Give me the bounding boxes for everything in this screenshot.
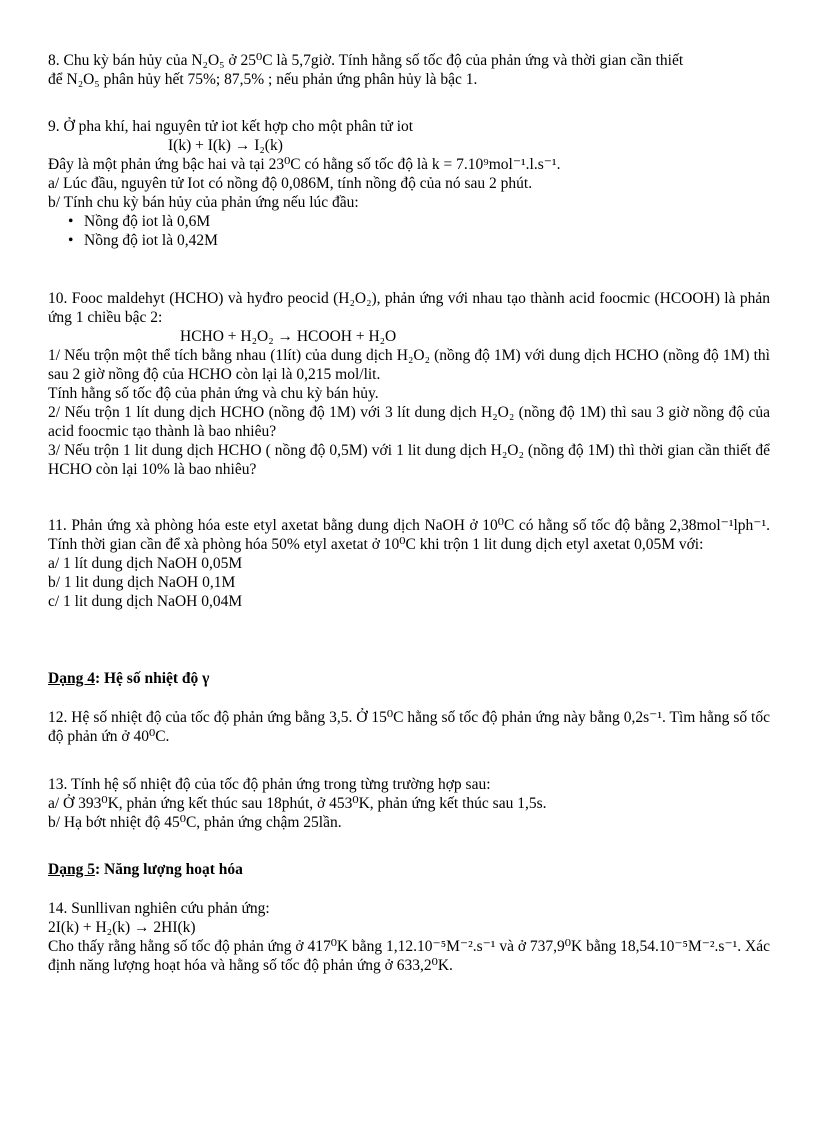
problem-13-question-a: a/ Ở 393⁰K, phản ứng kết thúc sau 18phút, ở 453⁰K, phản ứng kết thúc sau 1,5s. bbox=[48, 795, 547, 812]
problem-9-equation: I(k) + I(k) → I₂(k) bbox=[168, 137, 283, 154]
section-5-heading bbox=[48, 860, 770, 879]
problem-9-intro: 9. Ở pha khí, hai nguyên tử iot kết hợp cho một phân tử iot bbox=[48, 118, 414, 135]
problem-10-equation: HCHO + H₂O₂ → HCOOH + H₂O bbox=[180, 328, 397, 345]
problem-14 bbox=[48, 899, 770, 975]
problem-8 bbox=[48, 51, 770, 89]
section-4-label: Dạng 4 bbox=[48, 670, 95, 687]
problem-14-text: Cho thấy rằng hằng số tốc độ phản ứng ở 417⁰K bằng 1,12.10⁻⁵M⁻².s⁻¹ và ở 737,9⁰K bằng 18,54.10⁻⁵M⁻².s⁻¹. Xác định năng lượng hoạt hóa và hằng số tốc độ phản ứng ở 633,2⁰K. bbox=[48, 938, 770, 974]
problem-9-question-b: b/ Tính chu kỳ bán hủy của phản ứng nếu lúc đầu: bbox=[48, 194, 359, 211]
section-4-title: : Hệ số nhiệt độ γ bbox=[94, 670, 210, 687]
problem-10-intro: 10. Fooc maldehyt (HCHO) và hyđro peocid (H₂O₂), phản ứng với nhau tạo thành acid foocmic (HCOOH) là phản ứng 1 chiều bậc 2: bbox=[48, 290, 770, 326]
problem-14-intro: 14. Sunllivan nghiên cứu phản ứng: bbox=[48, 900, 270, 917]
problem-9-question-a: a/ Lúc đầu, nguyên tử Iot có nồng độ 0,086M, tính nồng độ của nó sau 2 phút. bbox=[48, 175, 533, 192]
problem-11-option-a: a/ 1 lít dung dịch NaOH 0,05M bbox=[48, 555, 243, 572]
section-4-heading bbox=[48, 669, 770, 688]
problem-10-question-1: 1/ Nếu trộn một thể tích bằng nhau (1lít) của dung dịch H₂O₂ (nồng độ 1M) với dung dịch HCHO (nồng độ 1M) thì sau 2 giờ nồng độ của HCHO còn lại là 0,215 mol/lit. bbox=[48, 347, 770, 383]
section-5-title: : Năng lượng hoạt hóa bbox=[94, 861, 243, 878]
problem-8-line-2: để N₂O₅ phân hủy hết 75%; 87,5% ; nếu phản ứng phân hủy là bậc 1. bbox=[48, 71, 478, 88]
problem-11 bbox=[48, 516, 770, 611]
problem-10 bbox=[48, 289, 770, 479]
problem-13-intro: 13. Tính hệ số nhiệt độ của tốc độ phản ứng trong từng trường hợp sau: bbox=[48, 776, 491, 793]
bullet-item: • Nồng độ iot là 0,42M bbox=[68, 231, 770, 250]
problem-13 bbox=[48, 775, 770, 832]
problem-10-question-2: 2/ Nếu trộn 1 lít dung dịch HCHO (nồng độ 1M) với 3 lít dung dịch H₂O₂ (nồng độ 1M) thì sau 3 giờ nồng độ của acid foocmic tạo thành là bao nhiêu? bbox=[48, 404, 770, 440]
problem-11-option-b: b/ 1 lit dung dịch NaOH 0,1M bbox=[48, 574, 236, 591]
problem-9 bbox=[48, 117, 770, 250]
problem-13-question-b: b/ Hạ bớt nhiệt độ 45⁰C, phản ứng chậm 25lần. bbox=[48, 814, 342, 831]
bullet-item: • Nồng độ iot là 0,6M bbox=[68, 212, 770, 231]
problem-9-rate-constant: Đây là một phản ứng bậc hai và tại 23⁰C có hằng số tốc độ là k = 7.10⁹mol⁻¹.l.s⁻¹. bbox=[48, 156, 561, 173]
problem-12-text: 12. Hệ số nhiệt độ của tốc độ phản ứng bằng 3,5. Ở 15⁰C hằng số tốc độ phản ứng này bằng 0,2s⁻¹. Tìm hằng số tốc độ phản ứn ở 40⁰C. bbox=[48, 709, 770, 745]
problem-11-option-c: c/ 1 lit dung dịch NaOH 0,04M bbox=[48, 593, 243, 610]
problem-9-bullet-list bbox=[48, 212, 770, 250]
problem-14-equation: 2I(k) + H₂(k) → 2HI(k) bbox=[48, 919, 196, 936]
problem-11-intro: 11. Phản ứng xà phòng hóa este etyl axetat bằng dung dịch NaOH ở 10⁰C có hằng số tốc độ bằng 2,38mol⁻¹lph⁻¹. Tính thời gian cần để xà phòng hóa 50% etyl axetat ở 10⁰C khi trộn 1 lit dung dịch etyl axetat 0,05M với: bbox=[48, 517, 770, 553]
problem-10-question-1b: Tính hằng số tốc độ của phản ứng và chu kỳ bán hủy. bbox=[48, 385, 379, 402]
problem-8-line-1: 8. Chu kỳ bán hủy của N₂O₅ ở 25⁰C là 5,7giờ. Tính hằng số tốc độ của phản ứng và thời gian cần thiết bbox=[48, 52, 684, 69]
problem-10-question-3: 3/ Nếu trộn 1 lit dung dịch HCHO ( nồng độ 0,5M) với 1 lit dung dịch H₂O₂ (nồng độ 1M) thì thời gian cần thiết để HCHO còn lại 10% là bao nhiêu? bbox=[48, 442, 770, 478]
section-5-label: Dạng 5 bbox=[48, 861, 95, 878]
problem-12 bbox=[48, 708, 770, 746]
